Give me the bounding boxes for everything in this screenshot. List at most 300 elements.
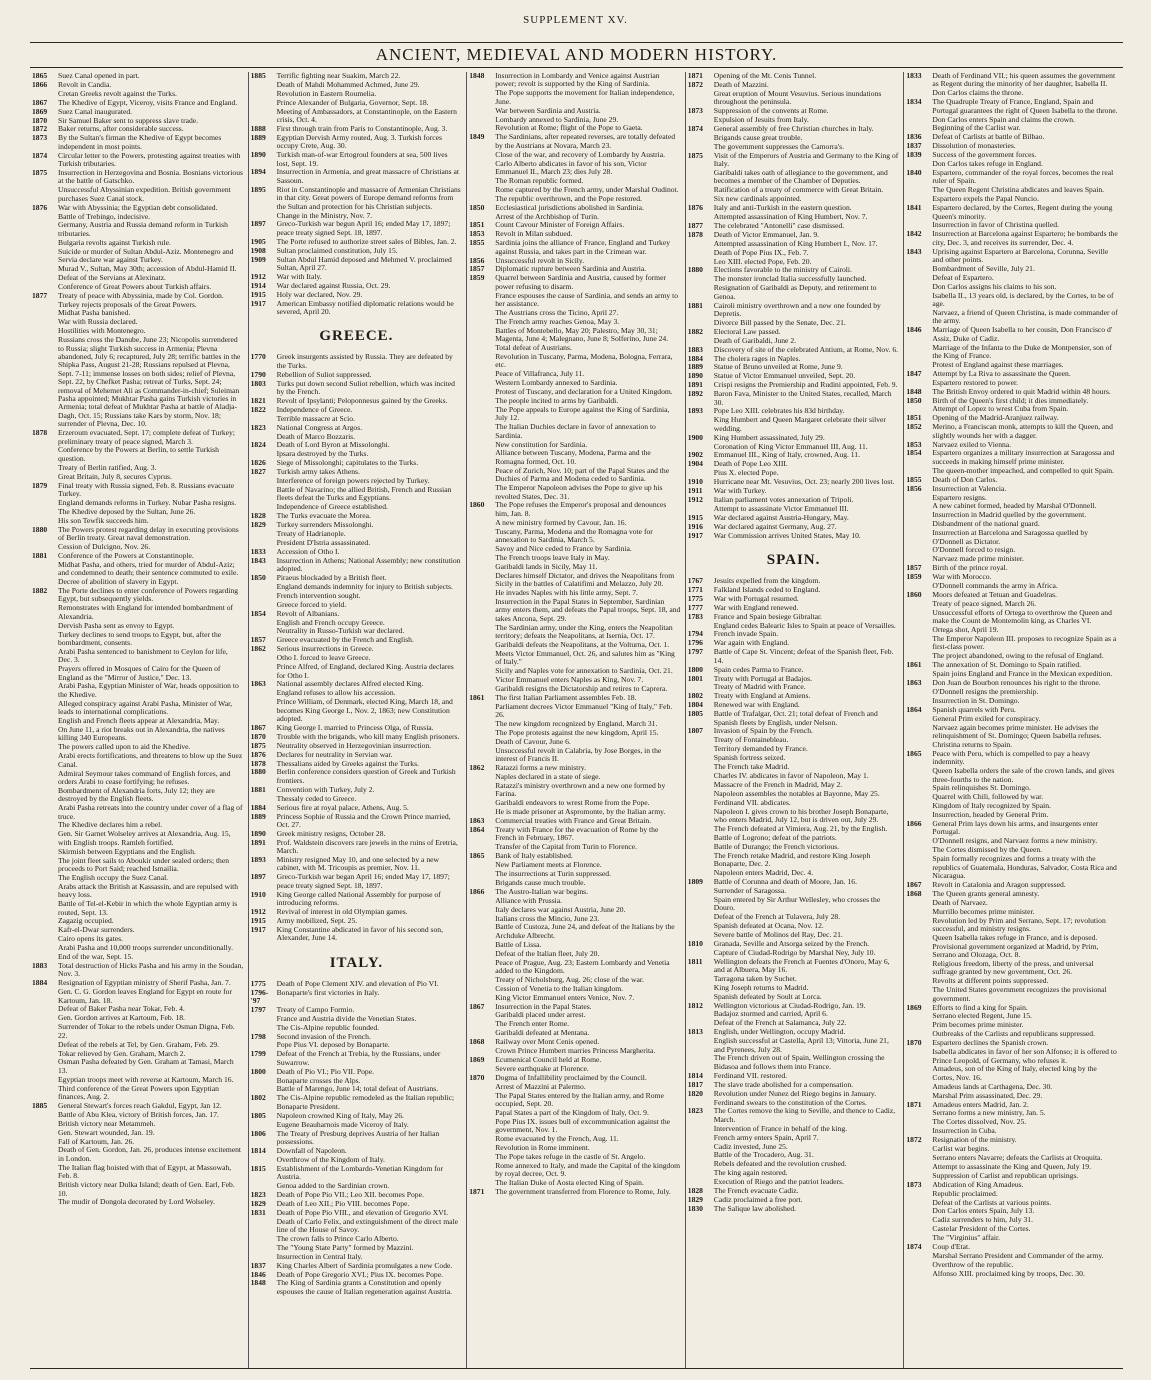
entry-text: Turkish army takes Athens. bbox=[276, 467, 360, 477]
entry-year bbox=[469, 423, 495, 440]
entry-text: Alliance with Prussia. bbox=[495, 895, 563, 905]
entry-text: Neutrality in Russo-Turkish war declared. bbox=[276, 626, 405, 636]
entry-text: The new kingdom recognized by England, March 31. bbox=[495, 719, 658, 729]
history-entry bbox=[32, 517, 244, 525]
history-entry bbox=[32, 292, 244, 300]
entry-year: 1815 bbox=[250, 1163, 266, 1173]
entry-year: 1841 bbox=[906, 203, 922, 213]
entry-year bbox=[32, 717, 58, 725]
entry-year: 1860 bbox=[906, 589, 922, 599]
entry-text: The Cortes dismissed by the Queen. bbox=[932, 845, 1043, 855]
history-entry bbox=[251, 256, 463, 273]
history-entry bbox=[688, 604, 900, 612]
entry-text: General Prim exiled for conspiracy. bbox=[932, 713, 1041, 723]
entry-text: Gen. Sir Garnet Wolseley arrives at Alexandria, Aug. 15, with English troops. Ramleh fortified. bbox=[58, 829, 231, 847]
entry-text: Elections favorable to the ministry of Cairoli. bbox=[713, 265, 852, 275]
entry-year: 1848 bbox=[250, 1278, 266, 1288]
entry-year bbox=[906, 977, 932, 985]
entry-year bbox=[32, 604, 58, 621]
entry-year bbox=[688, 337, 714, 345]
entry-text: Defeat of the French at Trebia, by the Russians, under Suwarrow. bbox=[276, 1049, 441, 1067]
entry-year bbox=[906, 467, 932, 475]
entry-text: The Treaty of Presburg deprives Austria of her Italian possessions. bbox=[276, 1128, 440, 1146]
history-entry bbox=[906, 344, 1119, 361]
history-entry bbox=[32, 248, 244, 265]
history-entry bbox=[906, 326, 1119, 343]
entry-year bbox=[469, 906, 495, 914]
entry-text: O'Donnell forced to resign. bbox=[932, 545, 1016, 555]
entry-year bbox=[32, 874, 58, 882]
entry-text: The Sardinians, after repeated reverses, are totally defeated by the Austrians at Novara, March 23. bbox=[495, 132, 676, 150]
entry-year bbox=[688, 993, 714, 1001]
history-entry bbox=[688, 1090, 900, 1098]
entry-text: Six new cardinals appointed. bbox=[713, 194, 802, 204]
entry-text: The Emperor Napoleon advises the Pope to give up his revolted States, Dec. 31. bbox=[495, 483, 663, 501]
entry-year: 1853 bbox=[469, 229, 485, 239]
entry-text: The French take Madrid. bbox=[713, 762, 790, 772]
entry-text: England cedes Balearic Isles to Spain at peace of Versailles. bbox=[713, 620, 896, 630]
history-entry bbox=[469, 423, 681, 440]
entry-year: 1829 bbox=[250, 1198, 266, 1208]
history-entry bbox=[251, 891, 463, 908]
entry-text: Rome annexed to Italy, and made the Capital of the kingdom by royal decree, Oct. 9. bbox=[495, 1160, 681, 1179]
entry-year: 1917 bbox=[250, 924, 266, 934]
entry-text: Resignation of the ministry. bbox=[932, 1135, 1017, 1145]
entry-text: New Parliament meets at Florence. bbox=[495, 860, 602, 870]
entry-text: Beginning of the Carlist war. bbox=[932, 123, 1021, 133]
entry-text: Cairoli ministry overthrown and a new one founded by Depretis. bbox=[713, 300, 881, 318]
entry-text: Electoral Law passed. bbox=[713, 326, 781, 336]
entry-text: Defeat of Carlists at battle of Bilbao. bbox=[932, 132, 1045, 142]
history-entry bbox=[688, 958, 900, 975]
section-heading: GREECE. bbox=[319, 328, 394, 345]
entry-text: A new ministry formed by Cavour, Jan. 16. bbox=[495, 517, 627, 527]
entry-year bbox=[906, 1190, 932, 1198]
entry-year: 1868 bbox=[469, 1037, 485, 1047]
history-entry bbox=[906, 697, 1119, 705]
entry-year: 1891 bbox=[687, 380, 703, 390]
history-entry bbox=[251, 1094, 463, 1111]
entry-text: Sicily and Naples vote for annexation to Sardinia, Oct. 21. bbox=[495, 666, 673, 676]
entry-year: 1917 bbox=[250, 298, 266, 308]
history-entry bbox=[251, 353, 463, 370]
history-entry bbox=[906, 379, 1119, 387]
entry-year bbox=[906, 1118, 932, 1126]
history-entry bbox=[251, 1244, 463, 1252]
entry-text: Suppression of Carlist and republican uprisings. bbox=[932, 1170, 1079, 1180]
entry-year bbox=[469, 528, 495, 545]
entry-text: Death of Pio VI.; Pio VII. Pope. bbox=[276, 1066, 374, 1076]
entry-text: Establishment of the Lombardo-Venetian Kingdom for Austria. bbox=[276, 1163, 443, 1182]
entry-text: Defeat of Baker Pasha near Tokar, Feb. 4. bbox=[58, 1004, 185, 1014]
entry-year: 1842 bbox=[906, 229, 922, 239]
entry-year: 1797 bbox=[687, 647, 703, 657]
history-entry bbox=[906, 820, 1119, 837]
history-entry bbox=[32, 587, 244, 604]
entry-year bbox=[688, 887, 714, 895]
entry-year bbox=[906, 837, 932, 845]
entry-text: Napoleon crowned King of Italy, May 26. bbox=[276, 1110, 404, 1120]
entry-text: Declares for neutrality in Servian war. bbox=[276, 749, 393, 759]
entry-text: Defeat of the Servians at Alexinatz. bbox=[58, 272, 166, 282]
history-entry bbox=[906, 767, 1119, 784]
entry-text: Revolt of Albanians. bbox=[276, 608, 340, 618]
history-entry bbox=[32, 429, 244, 446]
history-entry bbox=[688, 337, 900, 345]
history-entry bbox=[469, 160, 681, 177]
history-entry bbox=[688, 878, 900, 886]
entry-text: The French army reaches Genoa, May 3. bbox=[495, 316, 620, 326]
entry-text: Attempt by La Riva to assassinate the Queen. bbox=[932, 368, 1071, 378]
entry-text: Disbandment of the national guard. bbox=[932, 519, 1040, 529]
entry-text: Quarrel between Sardinia and Austria, caused by former power refusing to disarm. bbox=[495, 273, 666, 291]
entry-year bbox=[906, 1172, 932, 1180]
entry-text: Ministry resigned May 10, and one selected by a new cabinet, with M. Tricoupis as premier, Nov. 11. bbox=[276, 855, 439, 873]
entry-text: Death of Pope Pius IX., Feb. 7. bbox=[713, 247, 809, 257]
history-entry bbox=[32, 770, 244, 787]
history-entry bbox=[251, 698, 463, 723]
entry-year bbox=[469, 1083, 495, 1091]
entry-year bbox=[469, 186, 495, 194]
entry-text: Espartero resigns. bbox=[932, 492, 987, 502]
entry-year: 1814 bbox=[250, 1145, 266, 1155]
entry-text: The project abandoned, owing to the refusal of England. bbox=[932, 651, 1104, 661]
entry-year bbox=[906, 344, 932, 361]
entry-text: Success of the government forces. bbox=[932, 150, 1037, 160]
entry-year: 1883 bbox=[687, 344, 703, 354]
entry-text: Death of Marco Bozzaris. bbox=[276, 431, 356, 441]
history-entry bbox=[469, 985, 681, 993]
history-entry bbox=[469, 1188, 681, 1196]
entry-text: King George called National Assembly for purpose of introducing reforms. bbox=[276, 889, 441, 908]
entry-year bbox=[32, 248, 58, 265]
entry-text: Espartero declines the Spanish crown. bbox=[932, 1038, 1049, 1048]
entry-text: Revolt of Ipsylanti; Peloponnesus gained by the Greeks. bbox=[276, 395, 448, 405]
entry-year bbox=[906, 802, 932, 810]
entry-text: General Prim lays down his arms, and insurgents enter Portugal. bbox=[932, 819, 1099, 837]
entry-text: Serrano enters Navarre; defeats the Carlists at Oroquita. bbox=[932, 1152, 1103, 1162]
history-entry bbox=[32, 665, 244, 682]
history-entry bbox=[688, 346, 900, 354]
entry-text: The Cis-Alpine republic remodeled as the Italian republic; Bonaparte President. bbox=[276, 1093, 454, 1111]
entry-text: English and French occupy Greece. bbox=[276, 617, 385, 627]
entry-text: Queen Isabella orders the sale of the crown lands, and gives three-fourths to the nation. bbox=[932, 766, 1115, 784]
entry-year bbox=[469, 703, 495, 720]
entry-year: 1876 bbox=[250, 749, 266, 759]
entry-year: 1790 bbox=[250, 369, 266, 379]
entry-text: Cadiz invested, June 25. bbox=[713, 1141, 788, 1151]
history-entry bbox=[251, 1262, 463, 1270]
history-entry bbox=[251, 371, 463, 379]
entry-year bbox=[906, 724, 932, 741]
history-entry bbox=[32, 1129, 244, 1137]
history-entry bbox=[906, 609, 1119, 626]
entry-year bbox=[32, 499, 58, 507]
entry-text: Alliance between Tuscany, Modena, Parma and the Romagna formed, Oct. 10. bbox=[495, 448, 651, 466]
entry-year bbox=[251, 90, 277, 98]
entry-year bbox=[469, 650, 495, 667]
entry-year bbox=[906, 767, 932, 784]
entry-text: The Austrians cross the Ticino, April 27. bbox=[495, 307, 619, 317]
entry-year bbox=[688, 852, 714, 869]
history-entry bbox=[469, 959, 681, 976]
entry-text: The King of Sardinia grants a Constitution and openly espouses the cause of Italian regeneration against Austria. bbox=[276, 1278, 453, 1296]
history-entry bbox=[469, 274, 681, 291]
entry-year: 1874 bbox=[687, 123, 703, 133]
entry-year bbox=[469, 676, 495, 684]
entry-text: Don Carlos assigns his claims to his son. bbox=[932, 281, 1057, 291]
history-entry bbox=[251, 813, 463, 830]
entry-text: War declared against Russia, Oct. 29. bbox=[276, 280, 391, 290]
entry-year: 1864 bbox=[906, 704, 922, 714]
entry-text: Discovery of site of the celebrated Antium, at Rome, Nov. 6. bbox=[713, 344, 899, 354]
entry-text: The United States government recognizes the provisional government. bbox=[932, 985, 1107, 1003]
entry-text: Outbreaks of the Carlists and republicans suppressed. bbox=[932, 1029, 1095, 1039]
entry-year: 1862 bbox=[250, 644, 266, 654]
history-entry bbox=[688, 532, 900, 540]
entry-text: Badajoz stormed and carried, April 6. bbox=[713, 1009, 828, 1019]
entry-text: Sultan proclaimed constitution, July 15. bbox=[276, 245, 398, 255]
entry-year bbox=[32, 821, 58, 829]
entry-year bbox=[251, 1253, 277, 1261]
history-entry bbox=[469, 1162, 681, 1179]
entry-year: 1809 bbox=[687, 876, 703, 886]
entry-year bbox=[469, 729, 495, 737]
entry-year bbox=[251, 1024, 277, 1032]
entry-text: The French troops leave Italy in May. bbox=[495, 552, 610, 562]
entry-year bbox=[688, 799, 714, 807]
history-entry bbox=[32, 1111, 244, 1119]
history-entry bbox=[251, 1006, 463, 1014]
entry-year bbox=[906, 520, 932, 528]
history-entry bbox=[469, 519, 681, 527]
entry-year bbox=[469, 747, 495, 764]
entry-text: Falkland Islands ceded to England. bbox=[713, 584, 821, 594]
entry-text: Overthrow of the Kingdom of Italy. bbox=[276, 1154, 385, 1164]
entry-year bbox=[469, 915, 495, 923]
entry-text: A new cabinet formed, headed by Marshal O'Donnell. bbox=[932, 501, 1097, 511]
entry-year: 1873 bbox=[906, 1179, 922, 1189]
entry-year bbox=[906, 793, 932, 801]
entry-text: Divorce Bill passed by the Senate, Dec. 21. bbox=[713, 317, 846, 327]
entry-text: War with Morocco. bbox=[932, 572, 992, 582]
entry-text: The Italian Duchies declare in favor of annexation to Sardinia. bbox=[495, 422, 656, 440]
entry-year: 1893 bbox=[687, 406, 703, 416]
entry-year bbox=[32, 90, 58, 98]
history-entry bbox=[469, 353, 681, 370]
history-entry bbox=[469, 292, 681, 309]
entry-text: Fall of Kartoum, Jan. 26. bbox=[58, 1136, 135, 1146]
history-entry bbox=[906, 485, 1119, 493]
entry-text: Change in the Ministry, Nov. 7. bbox=[276, 210, 373, 220]
history-entry bbox=[251, 1024, 463, 1032]
entry-year: 1884 bbox=[250, 802, 266, 812]
entry-year bbox=[469, 994, 495, 1002]
history-entry bbox=[251, 1218, 463, 1235]
entry-year bbox=[906, 379, 932, 387]
entry-text: Battle of Cape St. Vincent; defeat of the Spanish fleet, Feb. 14. bbox=[713, 647, 894, 665]
entry-text: President D'Istria assassinated. bbox=[276, 537, 371, 547]
entry-year bbox=[469, 151, 495, 159]
entry-text: Revolution in Tuscany, Parma, Modena, Bologna, Ferrara, etc. bbox=[495, 352, 673, 370]
entry-text: War Commission arrives United States, May 10. bbox=[713, 530, 861, 540]
entry-text: King Constantine abdicated in favor of his second son, Alexander, June 14. bbox=[276, 924, 443, 943]
entry-text: Eugene Beauharnois made Viceroy of Italy. bbox=[276, 1119, 409, 1129]
entry-text: The Khedive deposed by the Sultan, June 26. bbox=[58, 506, 196, 516]
history-entry bbox=[251, 795, 463, 803]
entry-text: The mudir of Dongola decorated by Lord Wolseley. bbox=[58, 1197, 215, 1207]
entry-text: Moors defeated at Tetuan and Guadelras. bbox=[932, 589, 1057, 599]
entry-text: Treaty of Campo Formio. bbox=[276, 1004, 355, 1014]
history-entry bbox=[469, 151, 681, 159]
entry-text: Insurrection, headed by General Prim. bbox=[932, 810, 1049, 820]
entry-year: 1840 bbox=[906, 167, 922, 177]
history-entry bbox=[688, 931, 900, 939]
entry-year: 1830 bbox=[687, 1203, 703, 1213]
entry-text: Turkey declines to send troops to Egypt, but, after the bombardment, consents. bbox=[58, 629, 222, 647]
history-entry bbox=[469, 572, 681, 589]
entry-text: Genoa added to the Sardinian crown. bbox=[276, 1180, 390, 1190]
entry-year bbox=[251, 619, 277, 627]
history-entry bbox=[251, 1130, 463, 1147]
history-entry bbox=[688, 843, 900, 851]
entry-year bbox=[469, 720, 495, 728]
history-entry bbox=[251, 1279, 463, 1296]
history-entry bbox=[906, 529, 1119, 546]
entry-year bbox=[906, 1065, 932, 1082]
entry-year bbox=[32, 622, 58, 630]
history-entry bbox=[251, 90, 463, 98]
entry-year bbox=[32, 473, 58, 481]
entry-year bbox=[688, 808, 714, 825]
entry-text: Severe earthquake at Florence. bbox=[495, 1063, 589, 1073]
history-entry bbox=[32, 186, 244, 203]
history-entry bbox=[906, 1181, 1119, 1189]
entry-year: 1885 bbox=[32, 1100, 48, 1110]
entry-text: Midhat Pasha banished. bbox=[58, 308, 131, 318]
entry-year bbox=[906, 1154, 932, 1162]
entry-year: 1800 bbox=[250, 1066, 266, 1076]
entry-text: Rebellion of Suliot suppressed. bbox=[276, 369, 372, 379]
entry-year: 1863 bbox=[906, 678, 922, 688]
entry-text: Total defeat of Austrians. bbox=[495, 343, 572, 353]
entry-year bbox=[32, 265, 58, 273]
entry-year: 1770 bbox=[250, 352, 266, 362]
entry-text: Rome evacuated by the French, Aug. 11. bbox=[495, 1134, 619, 1144]
entry-year bbox=[906, 626, 932, 634]
entry-text: Convention with Turkey, July 2. bbox=[276, 784, 375, 794]
history-entry bbox=[32, 464, 244, 472]
entry-text: Cadiz surrenders to him, July 31. bbox=[932, 1215, 1033, 1225]
entry-text: Arrest of Mazzini at Palermo. bbox=[495, 1081, 586, 1091]
entry-text: Insurrection at Barcelona against Espartero; he bombards the city, Dec. 3, and receives its surrender, Dec. 4. bbox=[932, 229, 1118, 247]
history-entry bbox=[32, 787, 244, 804]
entry-year: 1834 bbox=[906, 97, 922, 107]
entry-year bbox=[32, 726, 58, 743]
entry-year: 1856 bbox=[906, 483, 922, 493]
entry-year: 1882 bbox=[687, 326, 703, 336]
entry-year bbox=[251, 795, 277, 803]
entry-text: Insurrection in Central Italy. bbox=[276, 1251, 363, 1261]
entry-text: Savoy and Nice ceded to France by Sardinia. bbox=[495, 543, 632, 553]
entry-text: Thessalians aided by Greeks against the Turks. bbox=[276, 758, 419, 768]
entry-text: Circular letter to the Powers, protesting against treaties with Turkish tributaries. bbox=[58, 150, 241, 169]
entry-text: Death of Narvaez. bbox=[932, 897, 988, 907]
page-title: ANCIENT, MEDIEVAL AND MODERN HISTORY. bbox=[30, 42, 1123, 68]
entry-year bbox=[469, 799, 495, 807]
history-entry bbox=[251, 220, 463, 237]
history-entry bbox=[906, 467, 1119, 475]
entry-text: Revolt in Catalonia and Aragon suppressed. bbox=[932, 879, 1066, 889]
entry-year bbox=[688, 240, 714, 248]
entry-year: 1854 bbox=[250, 608, 266, 618]
history-entry bbox=[251, 1253, 463, 1261]
history-entry bbox=[469, 1074, 681, 1082]
entry-text: War with Portugal resumed. bbox=[713, 593, 799, 603]
entry-text: Ratazzi forms a new ministry. bbox=[495, 763, 587, 773]
entry-year bbox=[469, 1011, 495, 1019]
history-entry bbox=[32, 274, 244, 282]
entry-text: Death of Pope Pio VIII., and elevation of Gregorio XVI. bbox=[276, 1207, 449, 1217]
entry-year: 1881 bbox=[32, 550, 48, 560]
history-entry bbox=[251, 548, 463, 556]
entry-year bbox=[906, 784, 932, 792]
entry-text: Amadeus enters Madrid, Jan. 2. bbox=[932, 1099, 1029, 1109]
entry-text: The Queen grants general amnesty. bbox=[932, 888, 1040, 898]
entry-year: 1893 bbox=[250, 855, 266, 865]
entry-text: Greco-Turkish war began April 16; ended May 17, 1897; peace treaty signed Sept. 18, 1897. bbox=[276, 872, 450, 890]
entry-text: The Porte refused to authorize street sales of Bibles, Jan. 2. bbox=[276, 236, 457, 246]
entry-text: Peace with Peru, which is compelled to pay a heavy indemnity. bbox=[932, 748, 1091, 767]
entry-text: The Sardinian army, under the King, enters the Neapolitan territory; defeats the Neapolitans, at Isernia, Oct. 17. bbox=[495, 622, 673, 640]
entry-text: War with Italy. bbox=[276, 271, 322, 281]
entry-text: Garibaldi endeavors to wrest Rome from the Pope. bbox=[495, 798, 650, 808]
entry-year: 1866 bbox=[32, 79, 48, 89]
entry-text: Severe battle of Molinos del Ray, Dec. 21. bbox=[713, 929, 843, 939]
history-entry bbox=[32, 883, 244, 900]
history-entry bbox=[32, 204, 244, 212]
entry-text: Italian parliament votes annexation of Tripoli. bbox=[713, 495, 854, 504]
entry-year bbox=[469, 1135, 495, 1143]
entry-text: The Pope refuses the Emperor's proposal and denounces him, Jan. 8. bbox=[495, 500, 667, 518]
entry-year: 1878 bbox=[250, 758, 266, 768]
history-entry bbox=[32, 1023, 244, 1040]
entry-text: Renewed war with England. bbox=[713, 700, 800, 710]
entry-year: 1869 bbox=[469, 1055, 485, 1064]
history-entry bbox=[32, 561, 244, 578]
entry-text: Pope Pius VI. deposed by Bonaparte. bbox=[276, 1040, 390, 1050]
entry-text: Insurrection in Herzegovina and Bosnia. Bosnians victorious at the battle of Gatschko. bbox=[58, 167, 243, 186]
entry-text: The French enter Rome. bbox=[495, 1019, 569, 1029]
history-entry bbox=[32, 221, 244, 238]
entry-text: Gen. C. G. Gordon leaves England for Egypt en route for Kartoum, Jan. 18. bbox=[58, 987, 232, 1005]
history-entry bbox=[251, 742, 463, 750]
history-entry bbox=[32, 804, 244, 821]
entry-text: France and Austria divide the Venetian States. bbox=[276, 1013, 417, 1023]
entry-text: Kingdom of Italy recognized by Spain. bbox=[932, 801, 1051, 811]
history-entry bbox=[469, 650, 681, 667]
history-entry bbox=[688, 328, 900, 336]
entry-text: Espartero restored to power. bbox=[932, 377, 1018, 387]
entry-year: 1910 bbox=[250, 889, 266, 899]
entry-year bbox=[32, 309, 58, 317]
entry-year: 1866 bbox=[906, 819, 922, 829]
entry-text: The Quadruple Treaty of France, England, Spain and Portugal guarantees the right of Queen Isabella to the throne. bbox=[932, 97, 1118, 115]
entry-text: Death of Carlo Felix, and extinguishment of the direct male line of the House of Savoy. bbox=[276, 1216, 458, 1234]
entry-year: 1877 bbox=[687, 220, 703, 230]
entry-text: Arabi Pasha, Egyptian Minister of War, heads opposition to the Khedive. bbox=[58, 681, 239, 699]
entry-year bbox=[251, 530, 277, 538]
